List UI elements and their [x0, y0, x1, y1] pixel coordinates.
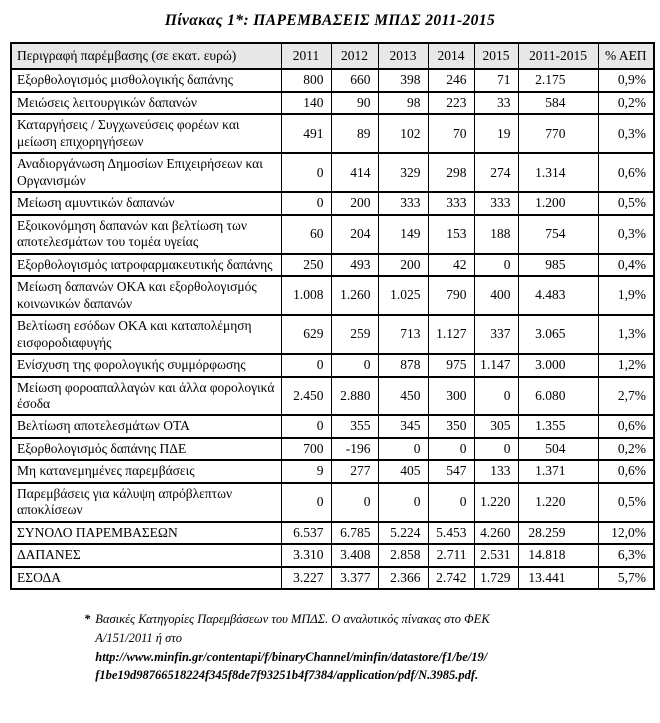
row-label: Παρεμβάσεις για κάλυψη απρόβλεπτων αποκλίσεων [11, 483, 281, 522]
table-cell: 660 [331, 69, 378, 91]
table-cell: 1.025 [378, 276, 428, 315]
row-label: Εξορθολογισμός ιατροφαρμακευτικής δαπάνης [11, 254, 281, 276]
footnote-line: Βασικές Κατηγορίες Παρεμβάσεων του ΜΠΔΣ. Ο αναλυτικός πίνακας στο ΦΕΚ [95, 612, 490, 627]
table-row [11, 92, 654, 114]
table-cell: 0 [281, 153, 331, 192]
table-cell: 9 [281, 460, 331, 482]
row-label: Εξοικονόμηση δαπανών και βελτίωση των αποτελεσμάτων του τομέα υγείας [11, 215, 281, 254]
table-cell: 2.450 [281, 377, 331, 416]
table-cell: 770 [518, 114, 598, 153]
row-label: Εξορθολογισμός μισθολογικής δαπάνης [11, 69, 281, 91]
table-cell: 345 [378, 415, 428, 437]
table-cell: 355 [331, 415, 378, 437]
table-cell: 5.453 [428, 522, 474, 544]
table-cell: 0 [428, 438, 474, 460]
table-cell: 90 [331, 92, 378, 114]
row-label: Ενίσχυση της φορολογικής συμμόρφωσης [11, 354, 281, 376]
table-row [11, 315, 654, 354]
table-cell: 1,2% [598, 354, 654, 376]
table-cell: 754 [518, 215, 598, 254]
table-row [11, 276, 654, 315]
table-cell: 6.537 [281, 522, 331, 544]
table-cell: 975 [428, 354, 474, 376]
table-cell: 0 [378, 438, 428, 460]
table-cell: 504 [518, 438, 598, 460]
column-header-2012: 2012 [331, 43, 378, 69]
table-row [11, 522, 654, 544]
table-cell: 398 [378, 69, 428, 91]
interventions-table [10, 42, 655, 590]
table-cell: 204 [331, 215, 378, 254]
table-cell: 0 [474, 438, 518, 460]
table-cell: 98 [378, 92, 428, 114]
table-cell: 790 [428, 276, 474, 315]
table-row [11, 254, 654, 276]
table-cell: 0,5% [598, 483, 654, 522]
table-cell: 6.785 [331, 522, 378, 544]
table-cell: 133 [474, 460, 518, 482]
table-cell: 60 [281, 215, 331, 254]
table-cell: 1.260 [331, 276, 378, 315]
table-cell: 0,5% [598, 192, 654, 214]
table-row [11, 460, 654, 482]
table-cell: 1.314 [518, 153, 598, 192]
table-row [11, 544, 654, 566]
table-cell: 4.483 [518, 276, 598, 315]
table-cell: 246 [428, 69, 474, 91]
table-cell: 19 [474, 114, 518, 153]
table-cell: 2.531 [474, 544, 518, 566]
table-cell: 13.441 [518, 567, 598, 589]
table-cell: 0 [281, 354, 331, 376]
table-cell: 337 [474, 315, 518, 354]
footnote-line: Α/151/2011 ή στο [95, 630, 182, 645]
table-row [11, 438, 654, 460]
table-cell: 493 [331, 254, 378, 276]
column-header-2011: 2011 [281, 43, 331, 69]
table-row [11, 215, 654, 254]
column-header-2015: 2015 [474, 43, 518, 69]
table-cell: 4.260 [474, 522, 518, 544]
table-cell: 0,9% [598, 69, 654, 91]
table-cell: 277 [331, 460, 378, 482]
table-cell: -196 [331, 438, 378, 460]
table-cell: 0 [474, 254, 518, 276]
footnote-url-line: f1be19d98766518224f345f8de7f93251b4f7384/application/pdf/N.3985.pdf. [95, 668, 479, 683]
table-cell: 33 [474, 92, 518, 114]
table-cell: 0,4% [598, 254, 654, 276]
table-cell: 0,2% [598, 92, 654, 114]
table-cell: 0 [428, 483, 474, 522]
table-cell: 333 [474, 192, 518, 214]
column-header-description: Περιγραφή παρέμβασης (σε εκατ. ευρώ) [11, 43, 281, 69]
table-cell: 42 [428, 254, 474, 276]
table-cell: 0 [474, 377, 518, 416]
column-header-2014: 2014 [428, 43, 474, 69]
table-cell: 298 [428, 153, 474, 192]
row-label: ΣΥΝΟΛΟ ΠΑΡΕΜΒΑΣΕΩΝ [11, 522, 281, 544]
table-cell: 800 [281, 69, 331, 91]
table-cell: 0,6% [598, 153, 654, 192]
table-cell: 259 [331, 315, 378, 354]
table-cell: 14.818 [518, 544, 598, 566]
table-cell: 1.220 [474, 483, 518, 522]
row-label: Μειώσεις λειτουργικών δαπανών [11, 92, 281, 114]
table-cell: 274 [474, 153, 518, 192]
table-cell: 2,7% [598, 377, 654, 416]
row-label: ΕΣΟΔΑ [11, 567, 281, 589]
table-cell: 70 [428, 114, 474, 153]
table-cell: 153 [428, 215, 474, 254]
table-cell: 3.227 [281, 567, 331, 589]
row-label: Βελτίωση εσόδων ΟΚΑ και καταπολέμηση εισφοροδιαφυγής [11, 315, 281, 354]
table-cell: 71 [474, 69, 518, 91]
table-cell: 149 [378, 215, 428, 254]
table-cell: 102 [378, 114, 428, 153]
table-header-row [11, 43, 654, 69]
table-cell: 300 [428, 377, 474, 416]
table-row [11, 483, 654, 522]
table-cell: 1.008 [281, 276, 331, 315]
table-cell: 0,6% [598, 460, 654, 482]
table-cell: 1.729 [474, 567, 518, 589]
table-cell: 223 [428, 92, 474, 114]
table-cell: 0 [281, 483, 331, 522]
table-cell: 1.127 [428, 315, 474, 354]
footnote-marker: * [84, 612, 91, 627]
row-label: Καταργήσεις / Συγχωνεύσεις φορέων και μείωση επιχορηγήσεων [11, 114, 281, 153]
table-cell: 629 [281, 315, 331, 354]
table-cell: 2.880 [331, 377, 378, 416]
table-cell: 405 [378, 460, 428, 482]
table-cell: 1.371 [518, 460, 598, 482]
table-cell: 0 [281, 192, 331, 214]
table-cell: 0 [331, 354, 378, 376]
table-row [11, 69, 654, 91]
table-cell: 350 [428, 415, 474, 437]
table-cell: 1.355 [518, 415, 598, 437]
row-label: Μείωση δαπανών ΟΚΑ και εξορθολογισμός κοινωνικών δαπανών [11, 276, 281, 315]
table-cell: 2.711 [428, 544, 474, 566]
table-row [11, 153, 654, 192]
row-label: Μη κατανεμημένες παρεμβάσεις [11, 460, 281, 482]
table-cell: 414 [331, 153, 378, 192]
footnote-text [95, 610, 489, 685]
row-label: Αναδιοργάνωση Δημοσίων Επιχειρήσεων και Οργανισμών [11, 153, 281, 192]
table-cell: 329 [378, 153, 428, 192]
page-title: Πίνακας 1*: ΠΑΡΕΜΒΑΣΕΙΣ ΜΠΔΣ 2011-2015 [164, 12, 496, 29]
row-label: Μείωση αμυντικών δαπανών [11, 192, 281, 214]
table-row [11, 567, 654, 589]
table-cell: 2.366 [378, 567, 428, 589]
row-label: Μείωση φοροαπαλλαγών και άλλα φορολογικά έσοδα [11, 377, 281, 416]
table-cell: 1.147 [474, 354, 518, 376]
table-cell: 89 [331, 114, 378, 153]
table-cell: 28.259 [518, 522, 598, 544]
table-cell: 200 [331, 192, 378, 214]
table-cell: 5.224 [378, 522, 428, 544]
footnote [84, 610, 624, 685]
table-row [11, 354, 654, 376]
table-cell: 584 [518, 92, 598, 114]
table-cell: 1.220 [518, 483, 598, 522]
table-cell: 140 [281, 92, 331, 114]
table-cell: 3.310 [281, 544, 331, 566]
column-header-2013: 2013 [378, 43, 428, 69]
table-cell: 0 [378, 483, 428, 522]
table-cell: 878 [378, 354, 428, 376]
table-cell: 0,3% [598, 114, 654, 153]
table-cell: 6,3% [598, 544, 654, 566]
table-cell: 3.408 [331, 544, 378, 566]
table-cell: 188 [474, 215, 518, 254]
table-cell: 2.858 [378, 544, 428, 566]
table-cell: 400 [474, 276, 518, 315]
table-cell: 450 [378, 377, 428, 416]
table-cell: 0 [281, 415, 331, 437]
table-cell: 713 [378, 315, 428, 354]
table-cell: 333 [428, 192, 474, 214]
table-cell: 2.742 [428, 567, 474, 589]
table-cell: 200 [378, 254, 428, 276]
table-row [11, 114, 654, 153]
table-cell: 0,6% [598, 415, 654, 437]
footnote-url-line: http://www.minfin.gr/contentapi/f/binaryChannel/minfin/datastore/f1/be/19/ [95, 649, 488, 664]
table-cell: 12,0% [598, 522, 654, 544]
table-cell: 3.065 [518, 315, 598, 354]
table-row [11, 377, 654, 416]
column-header-total: 2011-2015 [518, 43, 598, 69]
table-cell: 0 [331, 483, 378, 522]
table-cell: 6.080 [518, 377, 598, 416]
table-cell: 700 [281, 438, 331, 460]
table-body [11, 69, 654, 589]
table-cell: 333 [378, 192, 428, 214]
row-label: Βελτίωση αποτελεσμάτων ΟΤΑ [11, 415, 281, 437]
table-row [11, 415, 654, 437]
table-cell: 5,7% [598, 567, 654, 589]
table-row [11, 192, 654, 214]
table-cell: 3.000 [518, 354, 598, 376]
table-cell: 491 [281, 114, 331, 153]
row-label: ΔΑΠΑΝΕΣ [11, 544, 281, 566]
table-cell: 1.200 [518, 192, 598, 214]
table-cell: 1,9% [598, 276, 654, 315]
table-cell: 250 [281, 254, 331, 276]
table-cell: 305 [474, 415, 518, 437]
table-cell: 0,3% [598, 215, 654, 254]
table-cell: 0,2% [598, 438, 654, 460]
table-cell: 3.377 [331, 567, 378, 589]
table-cell: 547 [428, 460, 474, 482]
table-cell: 985 [518, 254, 598, 276]
row-label: Εξορθολογισμός δαπάνης ΠΔΕ [11, 438, 281, 460]
table-cell: 1,3% [598, 315, 654, 354]
column-header-gdp-pct: % ΑΕΠ [598, 43, 654, 69]
table-cell: 2.175 [518, 69, 598, 91]
